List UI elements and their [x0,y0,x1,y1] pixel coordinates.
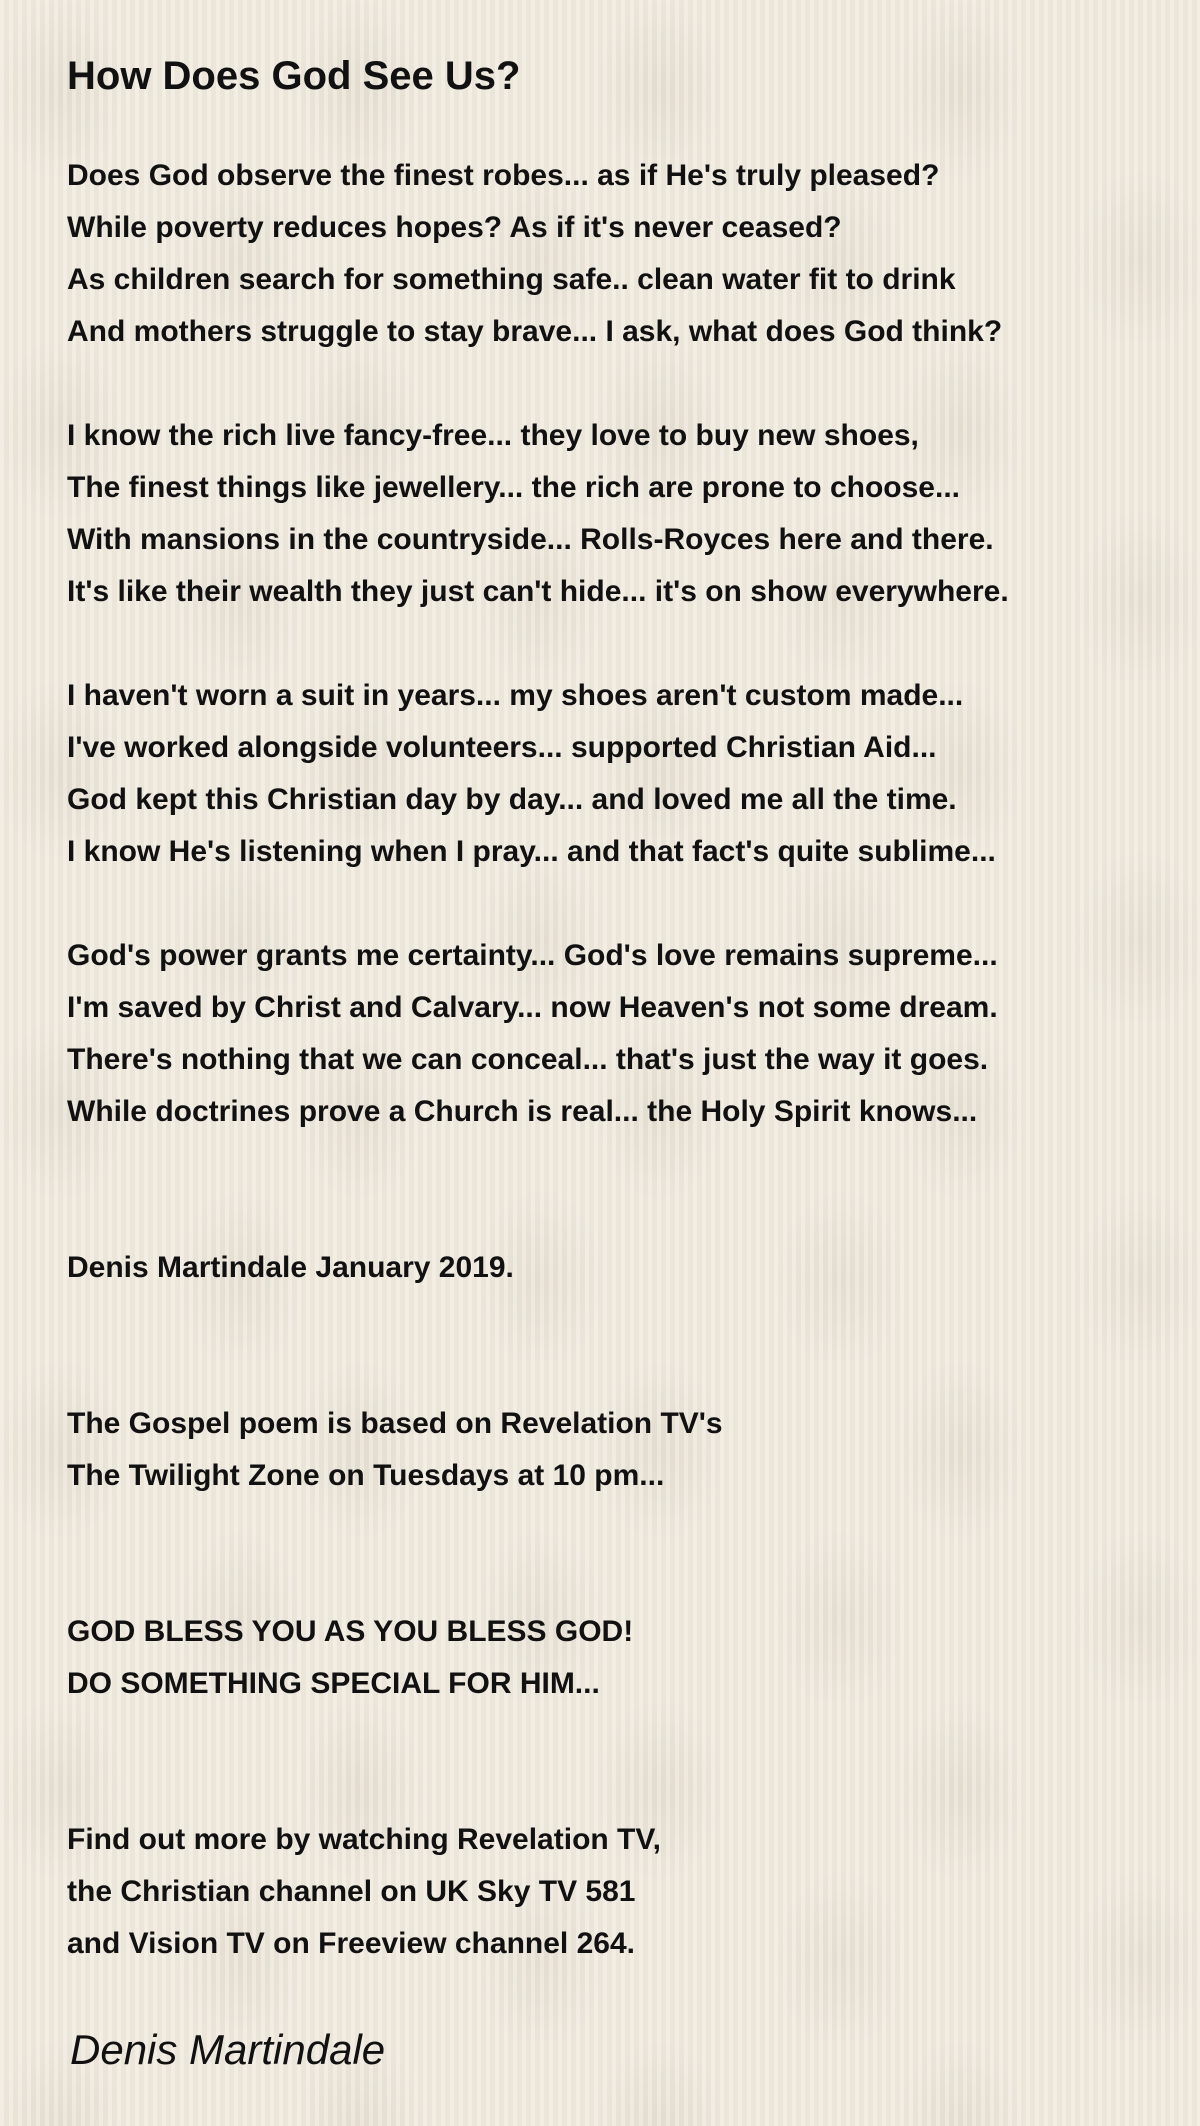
find-out-more-line: the Christian channel on UK Sky TV 581 [67,1875,636,1908]
poem-line: There's nothing that we can conceal... that's just the way it goes. [67,1043,989,1076]
poem-line: While poverty reduces hopes? As if it's never ceased? [67,211,842,244]
poem-line: God's power grants me certainty... God's love remains supreme... [67,939,998,972]
blessing-line: DO SOMETHING SPECIAL FOR HIM... [67,1667,600,1700]
stanza-1 [67,150,1002,358]
stanza-3 [67,670,996,878]
find-out-more-line: Find out more by watching Revelation TV, [67,1823,661,1856]
poem-line: Does God observe the finest robes... as if He's truly pleased? [67,159,940,192]
author-signature: Denis Martindale [70,2026,386,2073]
poem-line: I haven't worn a suit in years... my shoes aren't custom made... [67,679,964,712]
poem-line: The finest things like jewellery... the rich are prone to choose... [67,471,960,504]
find-out-more-line: and Vision TV on Freeview channel 264. [67,1927,635,1960]
poem-title: How Does God See Us? [67,54,521,98]
stanza-2 [67,410,1009,618]
poem-line: With mansions in the countryside... Rolls-Royces here and there. [67,523,994,556]
dated-note [67,1242,514,1294]
poem-line: And mothers struggle to stay brave... I ask, what does God think? [67,315,1003,348]
poem-line: While doctrines prove a Church is real... the Holy Spirit knows... [67,1095,978,1128]
gospel-note [67,1398,723,1502]
poem-line: As children search for something safe.. clean water fit to drink [67,263,956,296]
poem-line: I know He's listening when I pray... and that fact's quite sublime... [67,835,996,868]
stanza-4 [67,930,998,1138]
poem-line: God kept this Christian day by day... and loved me all the time. [67,783,957,816]
find-out-more [67,1814,661,1970]
dated-note-text: Denis Martindale January 2019. [67,1251,514,1284]
poem-line: It's like their wealth they just can't hide... it's on show everywhere. [67,575,1009,608]
poem-line: I know the rich live fancy-free... they love to buy new shoes, [67,419,919,452]
gospel-note-line: The Twilight Zone on Tuesdays at 10 pm... [67,1459,665,1492]
blessing [67,1606,633,1710]
poem-line: I'm saved by Christ and Calvary... now Heaven's not some dream. [67,991,998,1024]
poem-line: I've worked alongside volunteers... supported Christian Aid... [67,731,937,764]
gospel-note-line: The Gospel poem is based on Revelation TV's [67,1407,723,1440]
blessing-line: GOD BLESS YOU AS YOU BLESS GOD! [67,1615,634,1648]
